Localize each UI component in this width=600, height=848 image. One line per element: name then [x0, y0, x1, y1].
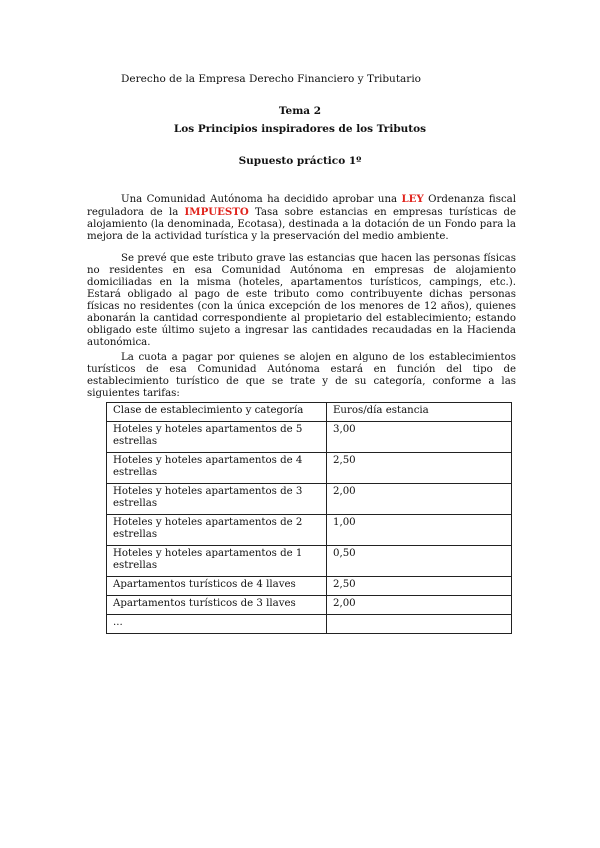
table-header-row	[107, 403, 512, 422]
chapter-number: Tema 2	[278, 105, 322, 117]
table-cell-amount: 2,50	[326, 577, 511, 596]
table-row	[107, 577, 512, 596]
paragraph-1	[87, 193, 516, 243]
paragraph-2	[87, 253, 516, 349]
table-cell-category: Apartamentos turísticos de 3 llaves	[107, 596, 327, 615]
table-row	[107, 596, 512, 615]
highlight-impuesto: IMPUESTO	[184, 206, 249, 218]
tariff-table	[106, 402, 512, 634]
table-row	[107, 422, 512, 453]
table-header-cell: Euros/día estancia	[326, 403, 511, 422]
table-row	[107, 515, 512, 546]
table-row	[107, 615, 512, 634]
table-header-cell: Clase de establecimiento y categoría	[107, 403, 327, 422]
table-cell-amount: 0,50	[326, 546, 511, 577]
paragraph-2-text: Se prevé que este tributo grave las estancias que hacen las personas físicas no residentes en esa Comunidad Autónoma en empresas de alojamiento domiciliadas en la misma (hoteles, apartamentos turísticos, campings, etc.). Estará obligado al pago de este tributo como contribuyente dichas personas físicas no residentes (con la única excepción de los menores de 12 años), quienes abonarán la cantidad correspondiente al propietario del establecimiento; estando obligado este último sujeto a ingresar las cantidades recaudadas en la Hacienda autonómica.	[87, 253, 516, 348]
table-cell-amount: 2,00	[326, 596, 511, 615]
table-cell-amount	[326, 615, 511, 634]
table-cell-amount: 3,00	[326, 422, 511, 453]
paragraph-3	[87, 352, 516, 400]
table-cell-category: ...	[107, 615, 327, 634]
table-cell-amount: 1,00	[326, 515, 511, 546]
paragraph-1-part-c: Tasa sobre estancias en empresas turísticas de alojamiento (la denominada, Ecotasa), destinada a la dotación de un Fondo para la mejora de la actividad turística y la preservación del medio ambiente.	[87, 207, 517, 242]
paragraph-1-part-a: Una Comunidad Autónoma ha decidido aprobar una	[121, 194, 402, 205]
table-cell-category: Hoteles y hoteles apartamentos de 3 estrellas	[107, 484, 327, 515]
table-cell-amount: 2,00	[326, 484, 511, 515]
table-cell-category: Hoteles y hoteles apartamentos de 1 estrellas	[107, 546, 327, 577]
paragraph-3-text: La cuota a pagar por quienes se alojen en alguno de los establecimientos turísticos de esa Comunidad Autónoma estará en función del tipo de establecimiento turístico de que se trate y de su categoría, conforme a las siguientes tarifas:	[87, 352, 516, 399]
paragraph-1-part-b: Ordenanza fiscal reguladora de la	[87, 194, 516, 218]
highlight-ley: LEY	[401, 193, 424, 205]
table-cell-category: Hoteles y hoteles apartamentos de 2 estrellas	[107, 515, 327, 546]
case-title: Supuesto práctico 1º	[238, 155, 362, 167]
document-header: Derecho de la Empresa Derecho Financiero y Tributario	[121, 73, 421, 85]
table-cell-category: Hoteles y hoteles apartamentos de 5 estrellas	[107, 422, 327, 453]
table-cell-category: Hoteles y hoteles apartamentos de 4 estrellas	[107, 453, 327, 484]
table-row	[107, 546, 512, 577]
table-row	[107, 484, 512, 515]
chapter-title: Los Principios inspiradores de los Tributos	[173, 123, 427, 135]
table-row	[107, 453, 512, 484]
table-cell-amount: 2,50	[326, 453, 511, 484]
table-cell-category: Apartamentos turísticos de 4 llaves	[107, 577, 327, 596]
